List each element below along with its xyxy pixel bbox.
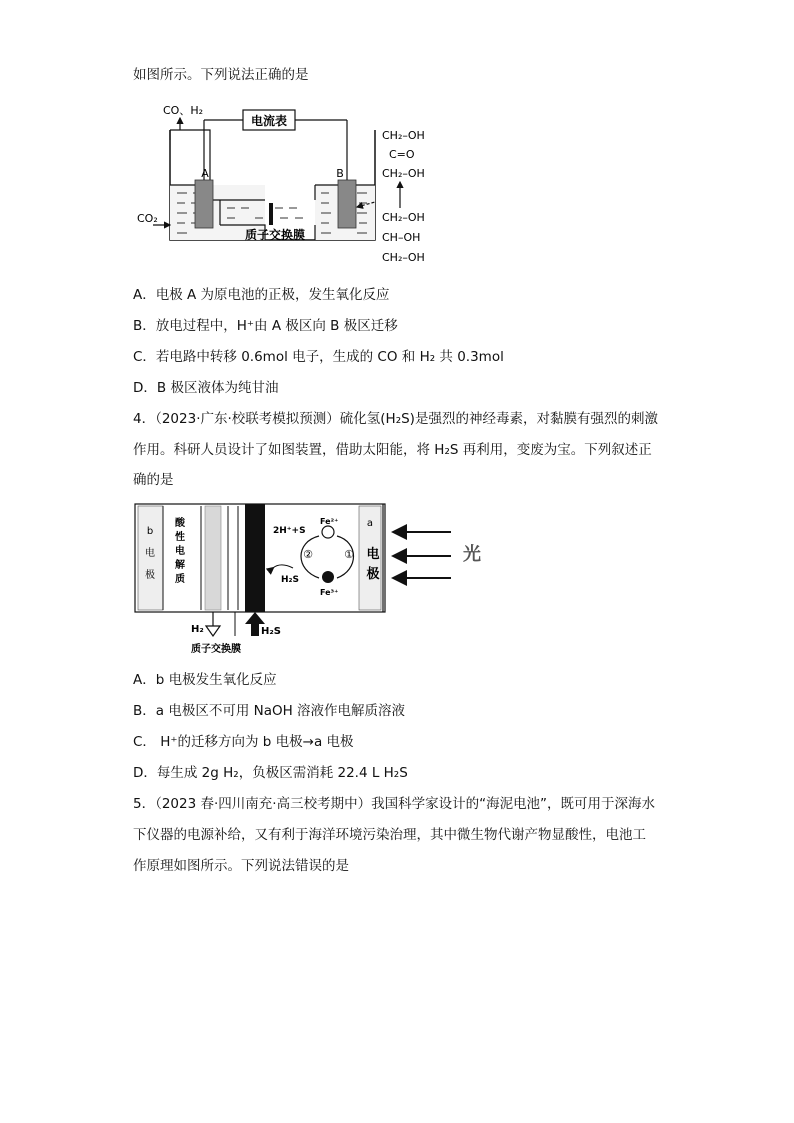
svg-text:H₂S: H₂S [261, 626, 281, 637]
q5-stem-line-1: 5．（2023 春·四川南充·高三校考期中）我国科学家设计的“海泥电池”，既可用于深海水 [133, 796, 656, 812]
q4-stem-line-3: 确的是 [133, 472, 174, 488]
svg-text:酸: 酸 [175, 518, 185, 529]
svg-text:质: 质 [175, 574, 185, 585]
svg-text:b: b [146, 526, 154, 537]
q4-stem-line-1: 4．（2023·广东·校联考模拟预测）硫化氢(H₂S)是强烈的神经毒素，对黏膜有强烈的刺激 [133, 411, 658, 427]
h2s-membrane-label: 质子交换膜 [191, 644, 241, 655]
gas-in-label: CO₂ [137, 212, 158, 225]
ammeter-label: 电流表 [250, 114, 288, 128]
q4-stem-line-2: 作用。科研人员设计了如图装置，借助太阳能，将 H₂S 再利用，变废为宝。下列叙述正 [133, 442, 652, 458]
q3-option-b[interactable]: B．放电过程中，H⁺由 A 极区向 B 极区迁移 [133, 318, 398, 334]
electrode-b [338, 180, 356, 228]
svg-text:电: 电 [175, 546, 185, 557]
q3-option-c[interactable]: C．若电路中转移 0.6mol 电子，生成的 CO 和 H₂ 共 0.3mol [133, 349, 504, 365]
figure-glycerol-cell [135, 100, 445, 270]
q3-option-a[interactable]: A．电极 A 为原电池的正极，发生氧化反应 [133, 287, 390, 303]
q4-option-c[interactable]: C． H⁺的迁移方向为 b 电极→a 电极 [133, 734, 354, 750]
svg-text:①: ① [344, 548, 354, 561]
svg-text:H₂S: H₂S [281, 575, 299, 585]
product-line-2: C=O [389, 148, 415, 161]
svg-text:性: 性 [175, 532, 185, 543]
svg-text:②: ② [303, 548, 313, 561]
q5-stem-line-2: 下仪器的电源补给，又有利于海洋环境污染治理，其中微生物代谢产物显酸性，电池工 [133, 827, 646, 843]
svg-text:2H⁺+S: 2H⁺+S [273, 526, 306, 536]
q4-option-d[interactable]: D．每生成 2g H₂，负极区需消耗 22.4 L H₂S [133, 765, 408, 781]
svg-text:Fe³⁺: Fe³⁺ [320, 588, 339, 597]
proton-membrane [269, 203, 273, 225]
svg-text:a: a [366, 518, 374, 529]
svg-text:极: 极 [366, 567, 380, 582]
figure-h2s-device [133, 498, 503, 658]
gas-out-label: CO、H₂ [163, 104, 204, 117]
svg-text:电: 电 [366, 547, 380, 562]
electrode-a-label: A [201, 167, 209, 180]
product-line-1: CH₂–OH [382, 129, 425, 142]
svg-text:H₂: H₂ [191, 624, 204, 635]
reactant-line-2: CH–OH [382, 231, 421, 244]
fe3-circle [322, 571, 334, 583]
svg-text:极: 极 [145, 570, 155, 581]
product-line-3: CH₂–OH [382, 167, 425, 180]
electrode-a [195, 180, 213, 228]
reactant-line-3: CH₂–OH [382, 251, 425, 264]
reactant-line-1: CH₂–OH [382, 211, 425, 224]
svg-text:解: 解 [175, 560, 185, 571]
membrane-label: 质子交换膜 [245, 228, 306, 242]
electrode-b-label: B [336, 167, 344, 180]
q5-stem-line-3: 作原理如图所示。下列说法错误的是 [133, 858, 349, 874]
q4-option-a[interactable]: A．b 电极发生氧化反应 [133, 672, 277, 688]
h2s-membrane [245, 504, 265, 612]
svg-text:电: 电 [145, 548, 155, 559]
svg-text:Fe²⁺: Fe²⁺ [320, 517, 339, 526]
fe2-circle [322, 526, 334, 538]
light-label: 光 [463, 544, 481, 565]
intro-line: 如图所示。下列说法正确的是 [133, 67, 309, 83]
q4-option-b[interactable]: B．a 电极区不可用 NaOH 溶液作电解质溶液 [133, 703, 406, 719]
q3-option-d[interactable]: D．B 极区液体为纯甘油 [133, 380, 279, 396]
